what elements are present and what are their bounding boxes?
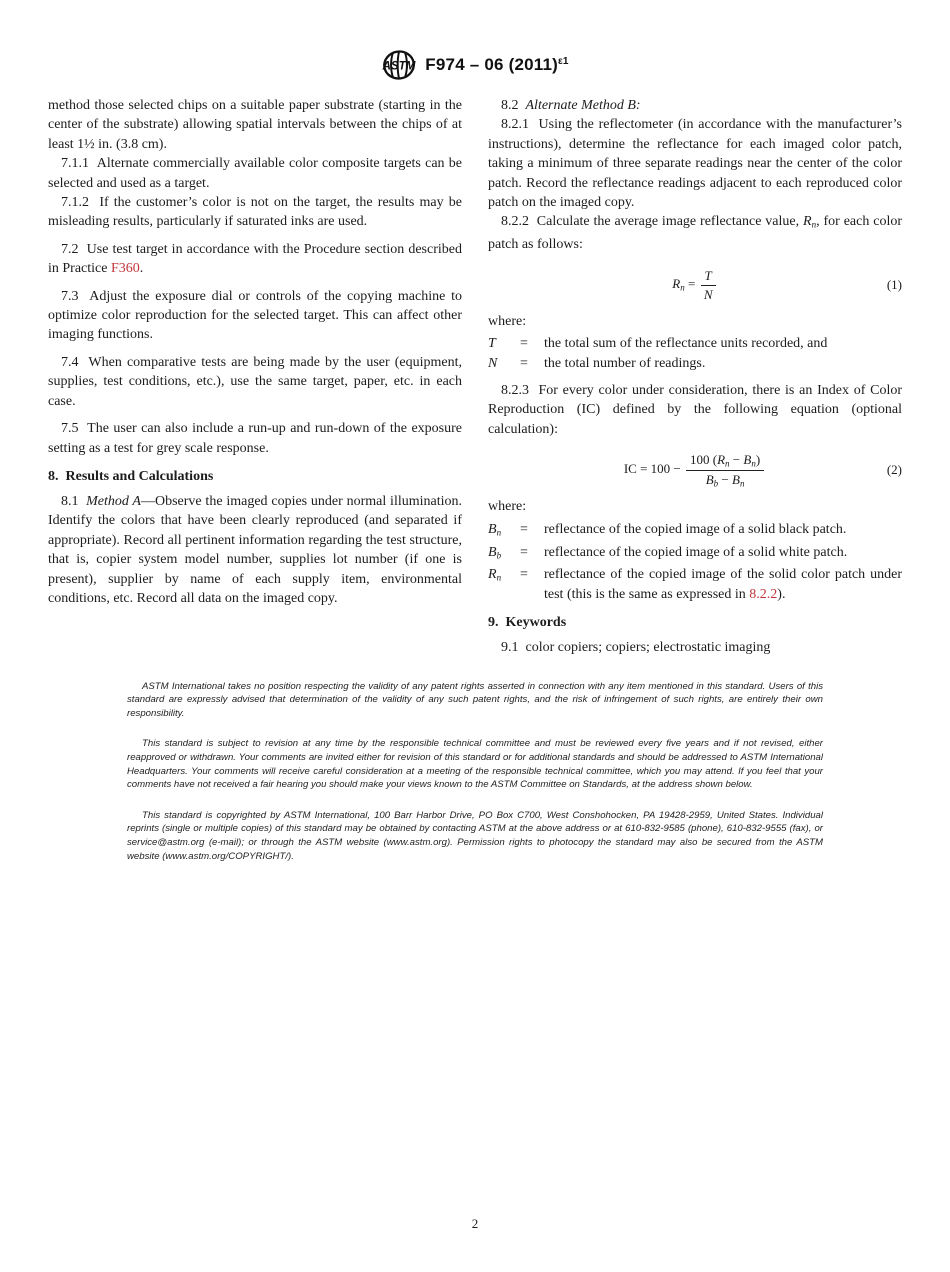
paragraph-7-4: 7.4 When comparative tests are being made by the user (equipment, supplies, test conditions, etc.), use the same target, paper, etc. in each case. — [48, 354, 462, 409]
paragraph-8-2-1: 8.2.1 Using the reflectometer (in accordance with the manufacturer’s instructions), determine the reflectance for each imaged color patch, taking a minimum of three separate readings near the center of the color patch. Record the reflectance readings adjacent to each reproduced color patch on the imaged copy. — [488, 117, 902, 211]
equation-1-numerator: T — [701, 268, 716, 286]
paragraph-7-2: 7.2 Use test target in accordance with the Procedure section described in Practice F360. — [48, 241, 462, 277]
paragraph-7-1-2: 7.1.2 If the customer’s color is not on the target, the results may be misleading results, particularly if saturated inks are used. — [48, 195, 462, 230]
document-code-superscript: ε1 — [557, 56, 569, 67]
copyright-notice: This standard is copyrighted by ASTM International, 100 Barr Harbor Drive, PO Box C700, West Conshohocken, PA 19428-2959, United States. Individual reprints (single or multiple copies) of this standard may be obtained by contacting ASTM at the above address or at 610-832-9585 (phone), 610-832-9555 (fax), or service@astm.org (e-mail); or through the ASTM website (www.astm.org). Permission rights to photocopy the standard may also be secured from the ASTM website (www.astm.org/COPYRIGHT/). — [127, 809, 823, 862]
astm-logo-icon — [381, 48, 417, 82]
paragraph-8-2: 8.2 Alternate Method B: — [501, 98, 641, 113]
link-f360[interactable]: F360 — [110, 261, 140, 277]
document-code-text: F974 – 06 (2011) — [425, 55, 558, 74]
equation-1-lhs: $R_n$ = — [672, 276, 699, 293]
section-8-heading: 8. Results and Calculations — [48, 468, 214, 484]
equals-sign: = — [520, 544, 528, 560]
equals-sign: = — [520, 336, 528, 352]
paragraph-7-1-1: 7.1.1 Alternate commercially available color composite targets can be selected and used as a target. — [48, 156, 462, 191]
definition-row-N — [488, 354, 902, 373]
definition-symbol: $B_b$ — [488, 544, 502, 560]
paragraph-7-continuation: method those selected chips on a suitable paper substrate (starting in the center of the substrate) allowing spatial intervals between the chips of at least 1½ in. (3.8 cm). — [48, 98, 462, 152]
equation-2-numerator: 100 $(R_n - B_n)$ — [686, 452, 764, 471]
left-column — [48, 96, 462, 658]
definition-description: reflectance of the copied image of a solid white patch. — [544, 544, 848, 560]
page-header — [0, 0, 950, 82]
definition-symbol: T — [488, 336, 496, 352]
svg-text:ASTM: ASTM — [382, 59, 416, 73]
paragraph-7-5: 7.5 The user can also include a run-up and run-down of the exposure setting as a test for grey scale response. — [48, 421, 462, 456]
equation-2-lhs: IC = 100 − — [623, 461, 684, 477]
page-number: 2 — [471, 1216, 479, 1231]
two-column-body — [0, 82, 950, 658]
equals-sign: = — [520, 567, 528, 583]
equation-2 — [488, 452, 902, 488]
equation-2-denominator: $B_b - B_n$ — [705, 471, 745, 489]
link-8-2-2[interactable]: 8.2.2 — [749, 586, 778, 602]
definition-symbol: N — [488, 355, 498, 371]
equals-sign: = — [520, 521, 528, 537]
definition-description: reflectance of the copied image of a solid black patch. — [544, 521, 847, 537]
revision-notice: This standard is subject to revision at any time by the responsible technical committee and must be reviewed every five years and if not revised, either reapproved or withdrawn. Your comments are invited either for revision of this standard or for additional standards and should be addressed to ASTM International Headquarters. Your comments will receive careful consideration at a meeting of the responsible technical committee, which you may attend. If you feel that your comments have not received a fair hearing you should make your views known to the ASTM Committee on Standards, at the address shown below. — [127, 738, 823, 791]
document-code — [425, 55, 568, 75]
definition-description: the total number of readings. — [544, 355, 706, 371]
definition-row-Bn — [488, 520, 902, 543]
equals-sign: = — [520, 355, 528, 371]
patent-disclaimer: ASTM International takes no position respecting the validity of any patent rights asserted in connection with any item mentioned in this standard. Users of this standard are expressly advised that determination of the validity of any such patent rights, and the risk of infringement of such rights, are entirely their own responsibility. — [127, 680, 823, 719]
section-9-heading: 9. Keywords — [488, 615, 567, 631]
definition-row-T — [488, 334, 902, 353]
definition-description: the total sum of the reflectance units recorded, and — [544, 336, 828, 352]
right-column — [488, 96, 902, 658]
equation-2-number: (2) — [886, 462, 902, 478]
paragraph-7-3: 7.3 Adjust the exposure dial or controls of the copying machine to optimize color reproduction for the selected target. This can affect other imaging functions. — [48, 288, 462, 343]
definition-symbol: $B_n$ — [488, 521, 502, 538]
equation-1-fraction — [701, 268, 716, 303]
definition-row-Bb — [488, 543, 902, 566]
equation-1-number: (1) — [886, 277, 902, 293]
equation-1 — [488, 268, 902, 303]
definition-symbol: $R_n$ — [488, 567, 502, 583]
footer-notices — [127, 680, 823, 864]
definition-row-Rn — [488, 565, 902, 604]
paragraph-8-2-3: 8.2.3 For every color under consideration, there is an Index of Color Reproduction (IC) defined by the following equation (optional calculation): — [488, 382, 902, 437]
where-label-1: where: — [488, 313, 527, 329]
definition-description: reflectance of the copied image of the solid color patch under test (this is the same as expressed in 8.2.2). — [544, 567, 902, 602]
paragraph-9-1: 9.1 color copiers; copiers; electrostatic imaging — [501, 640, 771, 656]
equation-2-fraction — [686, 452, 764, 488]
where-label-2: where: — [488, 499, 527, 515]
paragraph-8-1: 8.1 Method A—Observe the imaged copies under normal illumination. Identify the colors that have been clearly reproduced (and separated if appropriate). Record all pertinent information regarding the test structure, that is, copier system model number, supplies lot number (if one is present), supplier by name of each supply item, environmental conditions, etc. Record all data on the imaged copy. — [48, 493, 462, 606]
equation-1-denominator: N — [703, 286, 713, 302]
paragraph-8-2-2: 8.2.2 Calculate the average image reflectance value, $R_n$, for each color patch as follows: — [488, 214, 902, 253]
